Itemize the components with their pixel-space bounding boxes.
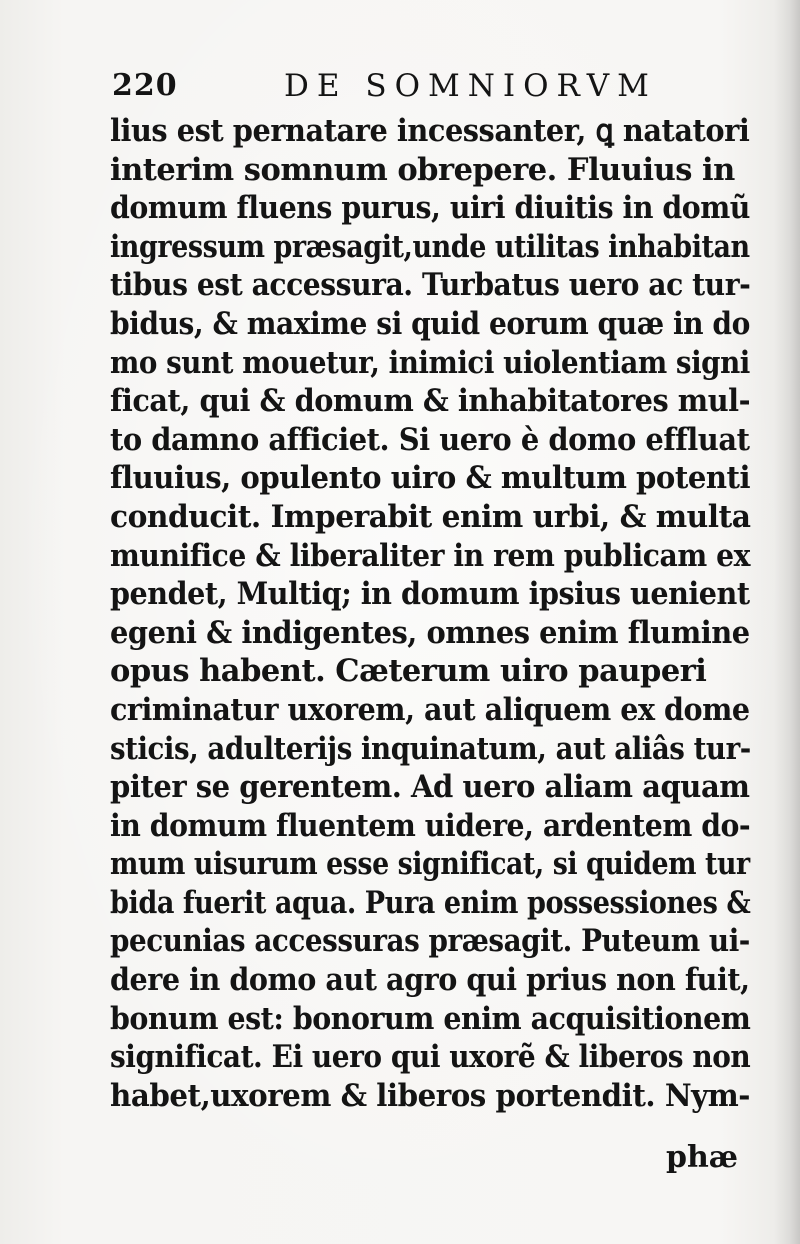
text-line: ingressum præsagit,unde utilitas inhabitan <box>110 228 750 265</box>
text-line: lius est pernatare incessanter, ꝗ natatori <box>110 113 750 149</box>
text-line: pendet, Multiq; in domum ipsius uenient <box>110 576 750 613</box>
text-line: sticis, adulterijs inquinatum, aut aliâs tur- <box>110 730 751 767</box>
text-line: tibus est accessura. Turbatus uero ac tur- <box>110 267 751 304</box>
text-line: munifice & liberaliter in rem publicam ex <box>110 537 750 574</box>
text-line: ficat, qui & domum & inhabitatores mul- <box>110 383 751 420</box>
catchword: phæ <box>666 1140 739 1175</box>
page-number: 220 <box>112 68 178 103</box>
text-line: bidus, & maxime si quid eorum quæ in do <box>110 305 750 342</box>
running-head: DE SOMNIORVM <box>284 68 657 104</box>
gutter-shadow <box>774 0 800 1244</box>
text-line: bida fuerit aqua. Pura enim possessiones & <box>110 884 751 921</box>
text-line: habet,uxorem & liberos portendit. Nym- <box>110 1077 750 1114</box>
text-line: egeni & indigentes, omnes enim flumine <box>110 614 750 651</box>
text-line: conducit. Imperabit enim urbi, & multa <box>110 498 751 535</box>
text-line: interim somnum obrepere. Fluuius in <box>110 151 735 188</box>
text-line: domum fluens purus, uiri diuitis in domũ <box>110 190 750 227</box>
text-line: dere in domo aut agro qui prius non fuit, <box>110 962 750 999</box>
text-line: to damno afficiet. Si uero è domo effluat <box>110 421 750 458</box>
text-line: mo sunt mouetur, inimici uiolentiam signi <box>110 344 750 381</box>
text-line: mum uisurum esse significat, si quidem tur <box>110 846 750 883</box>
text-line: criminatur uxorem, aut aliquem ex dome <box>110 691 750 728</box>
text-line: fluuius, opulento uiro & multum potenti <box>110 460 751 497</box>
text-line: bonum est: bonorum enim acquisitionem <box>110 1000 751 1037</box>
page-header <box>112 64 742 114</box>
text-line: significat. Ei uero qui uxorẽ & liberos non <box>110 1039 751 1076</box>
text-line: pecunias accessuras præsagit. Puteum ui- <box>110 923 750 960</box>
text-line: piter se gerentem. Ad uero aliam aquam <box>110 769 750 806</box>
body-text <box>110 112 750 1115</box>
text-line: opus habent. Cæterum uiro pauperi <box>110 653 707 690</box>
text-line: in domum fluentem uidere, ardentem do- <box>110 807 751 844</box>
